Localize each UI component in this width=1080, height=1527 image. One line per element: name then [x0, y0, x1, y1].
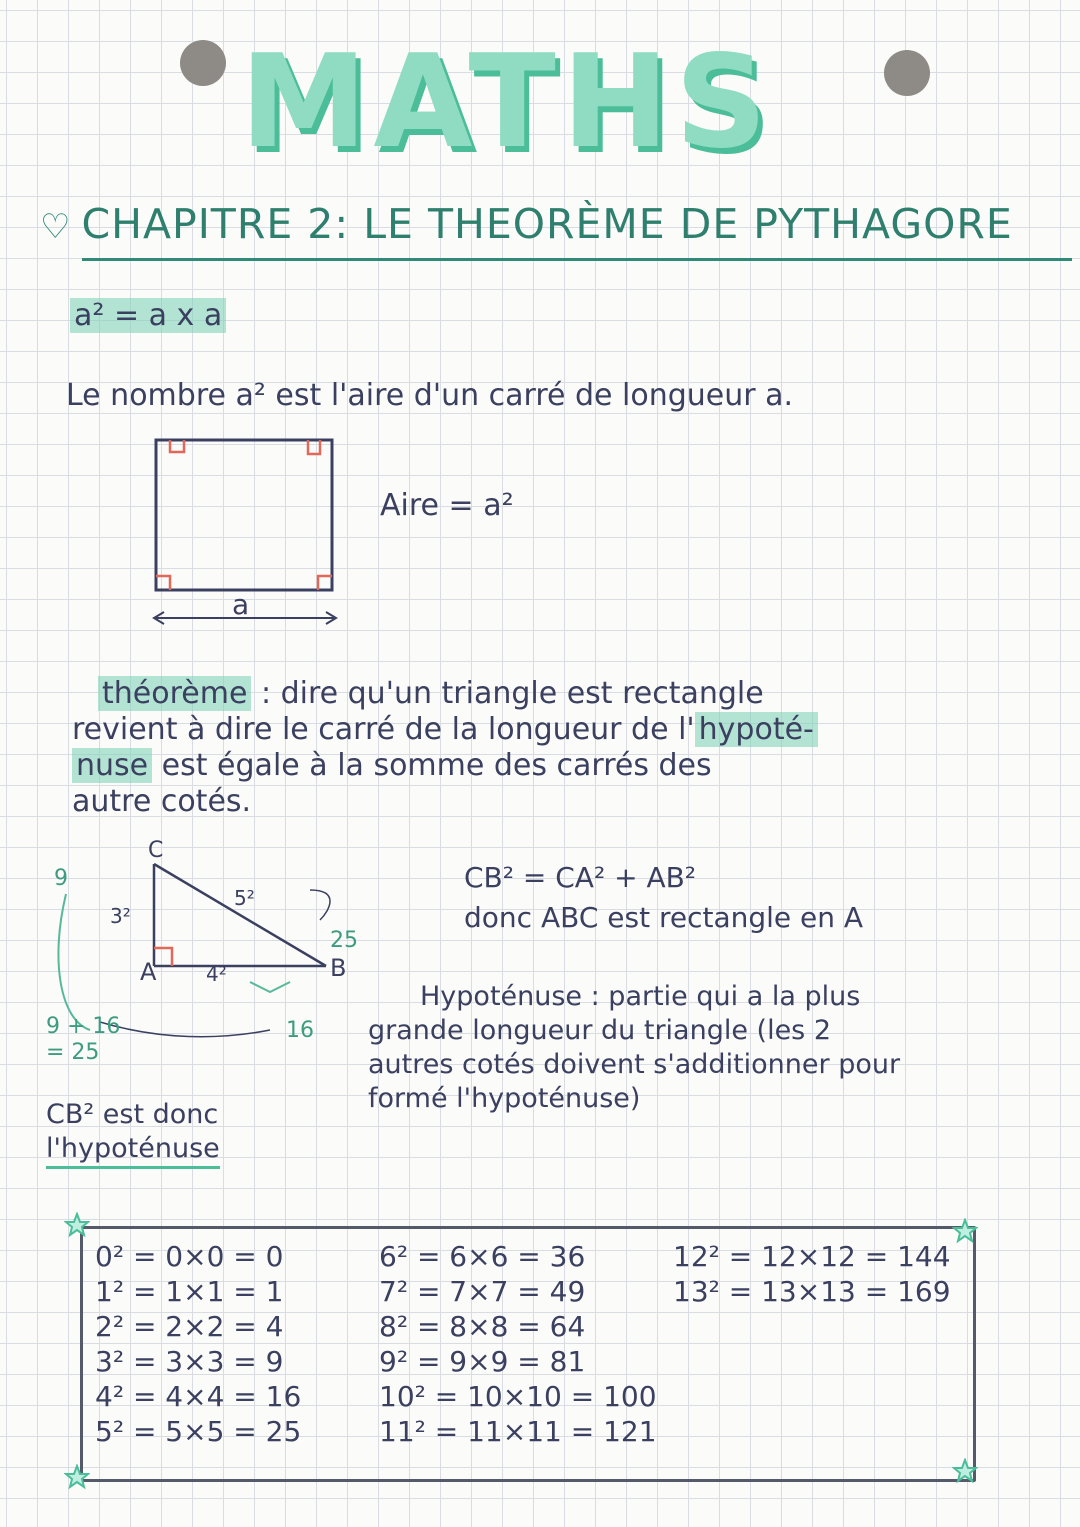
squares-col-2: [379, 1239, 657, 1449]
square-diagram: [140, 430, 360, 630]
formula-block: [70, 298, 226, 333]
theorem-keyword: théorème: [98, 676, 251, 711]
sum-line-1: 9 + 16: [46, 1014, 121, 1039]
theorem-line-1: [72, 676, 1062, 712]
chapter-underline: [82, 258, 1072, 261]
side-cb-label: 5²: [234, 886, 255, 910]
vertex-b: B: [330, 954, 347, 982]
square-entry: 1² = 1×1 = 1: [95, 1275, 284, 1308]
theorem-text-3: est égale à la somme des carrés des: [161, 748, 712, 783]
theorem-text-4: autre cotés.: [72, 784, 252, 819]
equation-block: [464, 858, 863, 938]
right-angle-mark-bl: [156, 576, 170, 590]
right-angle-mark-tl: [170, 440, 184, 452]
hyp-def-line-3: autres cotés doivent s'additionner pour: [368, 1049, 901, 1080]
equation-line-2: donc ABC est rectangle en A: [464, 901, 864, 934]
right-angle-mark-tr: [308, 440, 320, 454]
value-25: 25: [330, 928, 358, 953]
star-icon: [952, 1218, 978, 1244]
value-9: 9: [54, 866, 68, 891]
triangle-side-cb: [154, 864, 326, 966]
square-side-label: a: [232, 588, 250, 621]
square-entry: 11² = 11×11 = 121: [379, 1415, 657, 1448]
right-angle-mark-br: [318, 576, 332, 590]
equation-line-1: CB² = CA² + AB²: [464, 861, 697, 894]
binder-hole-left: [180, 40, 226, 86]
theorem-line-4: [72, 784, 1062, 820]
theorem-text-1: : dire qu'un triangle est rectangle: [260, 676, 764, 711]
chapter-label: CHAPITRE 2: LE THEORÈME DE PYTHAGORE: [81, 200, 1013, 248]
star-icon: [64, 1464, 90, 1490]
squares-table: [80, 1226, 976, 1482]
hyp-def-line-1: Hypoténuse : partie qui a la plus: [420, 981, 861, 1012]
vertex-a: A: [140, 958, 157, 986]
theorem-hyp-part1: hypoté-: [695, 712, 818, 747]
square-entry: 5² = 5×5 = 25: [95, 1415, 302, 1448]
definition-text: Le nombre a² est l'aire d'un carré de longueur a.: [66, 378, 794, 413]
side-ab-label: 4²: [206, 962, 227, 986]
chapter-heading: [40, 200, 1013, 248]
star-icon: [64, 1212, 90, 1238]
square-entry: 7² = 7×7 = 49: [379, 1275, 586, 1308]
side-ca-label: 3²: [110, 904, 131, 928]
sum-underline: [100, 1022, 270, 1037]
sum-line-2: = 25: [46, 1040, 100, 1065]
square-entry: 4² = 4×4 = 16: [95, 1380, 302, 1413]
curve-arrow-16: [250, 982, 290, 992]
vertex-c: C: [148, 838, 164, 863]
theorem-hyp-part2: nuse: [72, 748, 152, 783]
conclusion-line-1: CB² est donc: [46, 1099, 219, 1130]
theorem-block: [72, 676, 1062, 820]
curve-arrow-25: [310, 890, 330, 920]
square-shape: [156, 440, 332, 590]
aire-label: Aire = a²: [380, 488, 514, 523]
theorem-line-2: [72, 712, 1062, 748]
hyp-def-line-4: formé l'hypoténuse): [368, 1083, 641, 1114]
conclusion-line-2: l'hypoténuse: [46, 1132, 220, 1169]
right-angle-mark-a: [154, 948, 172, 966]
hypotenuse-definition: [368, 980, 900, 1116]
square-entry: 6² = 6×6 = 36: [379, 1240, 586, 1273]
hyp-def-line-2: grande longueur du triangle (les 2: [368, 1015, 832, 1046]
value-16: 16: [286, 1018, 314, 1043]
heart-outline-icon: ♡: [40, 207, 72, 247]
square-entry: 12² = 12×12 = 144: [673, 1240, 951, 1273]
star-icon: [952, 1458, 978, 1484]
curve-arrow-9: [58, 894, 90, 1030]
square-entry: 13² = 13×13 = 169: [673, 1275, 951, 1308]
squares-col-3: [673, 1239, 951, 1309]
square-entry: 8² = 8×8 = 64: [379, 1310, 586, 1343]
square-entry: 3² = 3×3 = 9: [95, 1345, 284, 1378]
square-entry: 9² = 9×9 = 81: [379, 1345, 586, 1378]
page-title: MATHS: [240, 28, 774, 177]
theorem-text-2: revient à dire le carré de la longueur de l': [72, 712, 695, 747]
squares-col-1: [95, 1239, 301, 1449]
sum-block: [46, 1014, 120, 1066]
formula: a² = a x a: [70, 298, 226, 333]
binder-hole-right: [884, 50, 930, 96]
conclusion-block: [46, 1098, 220, 1169]
theorem-line-3: [72, 748, 1062, 784]
square-entry: 10² = 10×10 = 100: [379, 1380, 657, 1413]
square-entry: 0² = 0×0 = 0: [95, 1240, 284, 1273]
square-entry: 2² = 2×2 = 4: [95, 1310, 284, 1343]
